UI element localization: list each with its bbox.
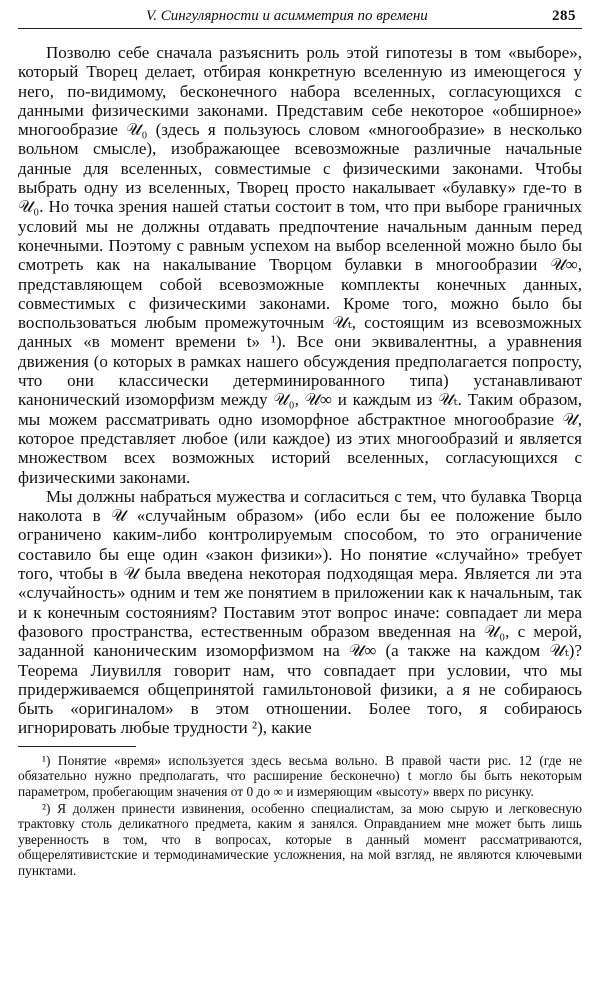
footnote-2: ²) Я должен принести извинения, особенно специалистам, за мою сырую и легковесную трактовку столь деликатного предмета, каким я занялся. Оправданием мне может быть лишь уверенность в том, что в вопросах, которые в данный момент рассматриваются, общерелятивистские и термодинамические усложнения, на мой взгляд, не являются ключевыми пунктами.: [18, 800, 582, 878]
paragraph-2: Мы должны набраться мужества и согласиться с тем, что булавка Творца наколота в 𝒰 «случайным образом» (ибо если бы ее положение было ограничено каким-либо контролируемым способом, то это ограничение составило бы еще один «закон физики»). Но понятие «случайно» требует того, чтобы в 𝒰 была введена некоторая подходящая мера. Является ли эта «случайность» одним и тем же понятием в приложении как к начальным, так и к конечным состояниям? Поставим этот вопрос иначе: совпадает ли мера фазового пространства, естественным образом введенная на 𝒰₀, с мерой, заданной каноническим изоморфизмом на 𝒰∞ (а также на каждом 𝒰ₜ)? Теорема Лиувилля говорит нам, что совпадает при условии, что мы придерживаемся общепринятой гамильтоновой физики, а я не собираюсь быть «оригиналом» в этом отношении. Более того, я собираюсь игнорировать любые трудности ²), какие: [18, 486, 582, 738]
paragraph-1: Позволю себе сначала разъяснить роль этой гипотезы в том «выборе», который Творец делает, отбирая конкретную вселенную из имеющегося у него, по-видимому, бесконечного набора вселенных, согласующихся с данными физическими законами. Представим себе некоторое «обширное» многообразие 𝒰₀ (здесь я пользуюсь словом «многообразие» в несколько вольном смысле), изображающее всевозможные различные начальные данные для вселенных, совместимые с физическими законами. Чтобы выбрать одну из вселенных, Творец просто накалывает «булавку» где-то в 𝒰₀. Но точка зрения нашей статьи состоит в том, что при выборе граничных условий мы не должны отдавать предпочтение начальным данным перед конечными. Поэтому с равным успехом на выбор вселенной можно было бы смотреть как на накалывание Творцом булавки в многообразии 𝒰∞, представляющем собой всевозможные комплекты конечных данных, совместимых с физическими законами. Кроме того, можно было бы воспользоваться любым промежуточным 𝒰ₜ, состоящим из всевозможных данных «в момент времени t» ¹). Все они эквивалентны, а уравнения движения (о которых в рамках нашего обсуждения предполагается попросту, что они классически детерминированного типа) устанавливают канонический изоморфизм между 𝒰₀, 𝒰∞ и каждым из 𝒰ₜ. Таким образом, мы можем рассматривать одно изоморфное абстрактное многообразие 𝒰, которое представляет любое (или каждое) из этих многообразий и является множеством всех возможных историй вселенных, согласующихся с физическими законами.: [18, 43, 582, 487]
page-number: 285: [552, 8, 576, 24]
footnotes: [18, 753, 582, 878]
footnote-divider: [18, 746, 136, 747]
main-text: [18, 43, 582, 738]
footnote-1: ¹) Понятие «время» используется здесь весьма вольно. В правой части рис. 12 (где не обязательно нужно предполагать, что расширение бесконечно) t могло бы быть некоторым параметром, пробегающим значения от 0 до ∞ и измеряющим «высоту» вверх по рисунку.: [18, 752, 582, 799]
chapter-title: V. Сингулярности и асимметрия по времени: [146, 8, 428, 24]
running-header: [18, 8, 582, 29]
